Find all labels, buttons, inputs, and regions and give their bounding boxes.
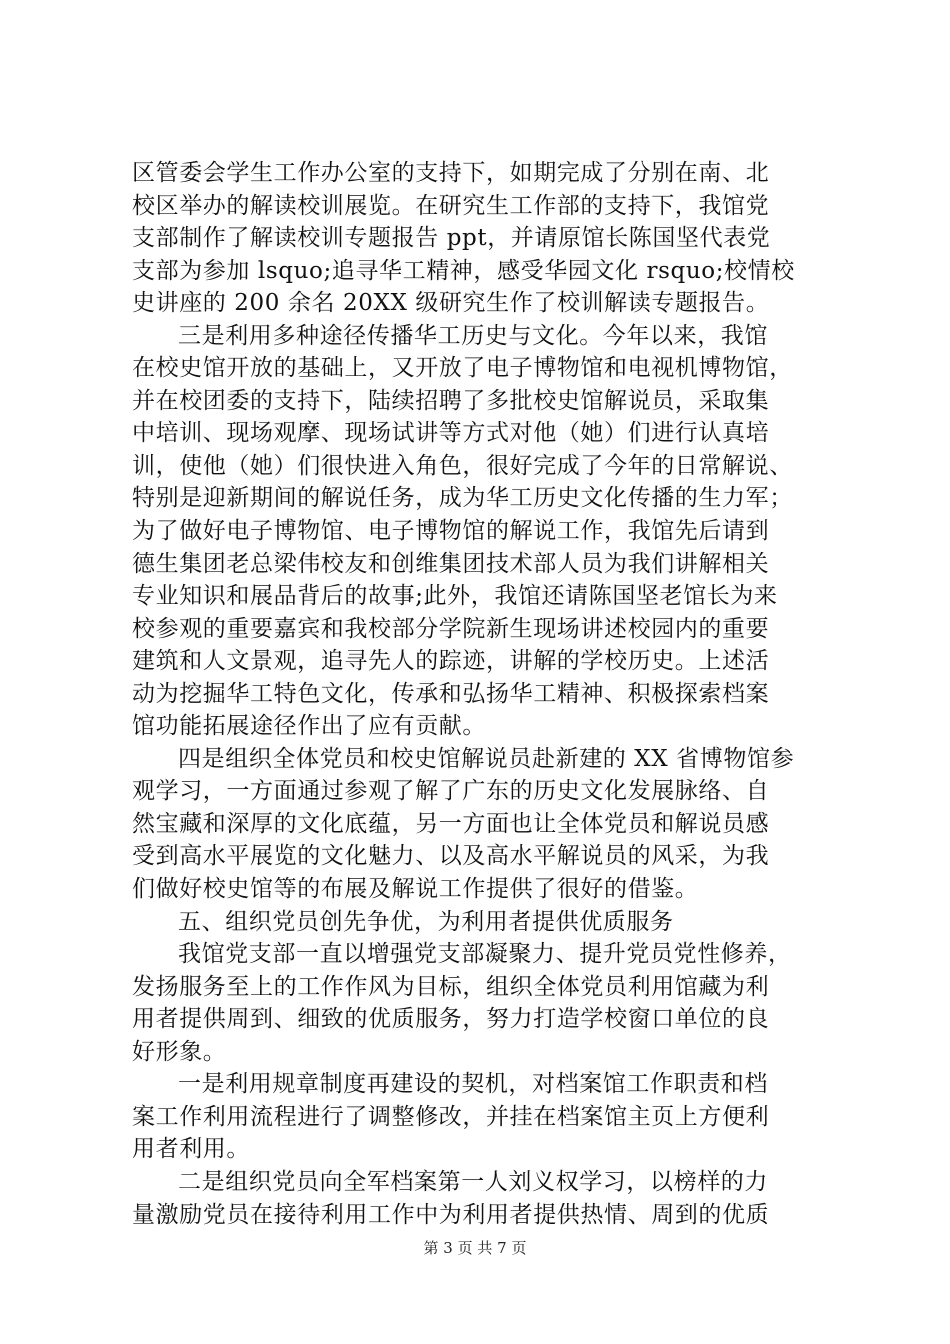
text-line: 德生集团老总梁伟校友和创维集团技术部人员为我们讲解相关 <box>132 550 770 577</box>
text-line: 区管委会学生工作办公室的支持下，如期完成了分别在南、北 <box>132 160 770 186</box>
text-line: 并在校团委的支持下，陆续招聘了多批校史馆解说员，采取集 <box>132 387 770 414</box>
text-line: 们做好校史馆等的布展及解说工作提供了很好的借鉴。 <box>132 876 699 903</box>
text-line: 训，使他（她）们很快进入角色，很好完成了今年的日常解说、 <box>132 452 793 479</box>
text-line: 五、组织党员创先争优，为利用者提供优质服务 <box>178 908 674 935</box>
text-line: 专业知识和展品背后的故事;此外，我馆还请陈国坚老馆长为来 <box>132 583 778 610</box>
text-line: 中培训、现场观摩、现场试讲等方式对他（她）们进行认真培 <box>132 420 770 447</box>
text-line: 用者提供周到、细致的优质服务，努力打造学校窗口单位的良 <box>132 1006 770 1033</box>
text-line: 好形象。 <box>132 1038 227 1065</box>
text-line: 量激励党员在接待利用工作中为利用者提供热情、周到的优质 <box>132 1201 770 1228</box>
text-line: 一是利用规章制度再建设的契机，对档案馆工作职责和档 <box>178 1071 768 1098</box>
text-line: 观学习，一方面通过参观了解了广东的历史文化发展脉络、自 <box>132 778 770 805</box>
text-line: 史讲座的 200 余名 20XX 级研究生作了校训解读专题报告。 <box>132 290 770 317</box>
text-line: 校参观的重要嘉宾和我校部分学院新生现场讲述校园内的重要 <box>132 615 770 642</box>
page-footer: 第 3 页 共 7 页 <box>423 1239 527 1257</box>
text-line: 为了做好电子博物馆、电子博物馆的解说工作，我馆先后请到 <box>132 518 770 545</box>
text-line: 我馆党支部一直以增强党支部凝聚力、提升党员党性修养， <box>178 941 792 968</box>
text-line: 馆功能拓展途径作出了应有贡献。 <box>132 713 486 740</box>
text-line: 在校史馆开放的基础上，又开放了电子博物馆和电视机博物馆， <box>132 355 793 382</box>
text-line: 用者利用。 <box>132 1136 250 1163</box>
text-line: 三是利用多种途径传播华工历史与文化。今年以来，我馆 <box>178 322 768 349</box>
text-line: 然宝藏和深厚的文化底蕴，另一方面也让全体党员和解说员感 <box>132 810 770 837</box>
text-line: 特别是迎新期间的解说任务，成为华工历史文化传播的生力军； <box>132 485 793 512</box>
text-line: 动为挖掘华工特色文化，传承和弘扬华工精神、积极探索档案 <box>132 680 770 707</box>
text-line: 校区举办的解读校训展览。在研究生工作部的支持下，我馆党 <box>132 192 770 219</box>
text-line: 支部为参加 lsquo;追寻华工精神，感受华园文化 rsquo;校情校 <box>132 257 795 284</box>
document-body <box>132 157 832 1231</box>
text-line: 发扬服务至上的工作作风为目标，组织全体党员利用馆藏为利 <box>132 973 770 1000</box>
text-line: 二是组织党员向全军档案第一人刘义权学习，以榜样的力 <box>178 1168 768 1195</box>
text-line: 案工作利用流程进行了调整修改，并挂在档案馆主页上方便利 <box>132 1103 770 1130</box>
text-line: 建筑和人文景观，追寻先人的踪迹，讲解的学校历史。上述活 <box>132 648 770 675</box>
text-line: 四是组织全体党员和校史馆解说员赴新建的 XX 省博物馆参 <box>178 745 795 772</box>
text-line: 支部制作了解读校训专题报告 ppt，并请原馆长陈国坚代表党 <box>132 225 771 252</box>
text-line: 受到高水平展览的文化魅力、以及高水平解说员的风采，为我 <box>132 843 770 870</box>
